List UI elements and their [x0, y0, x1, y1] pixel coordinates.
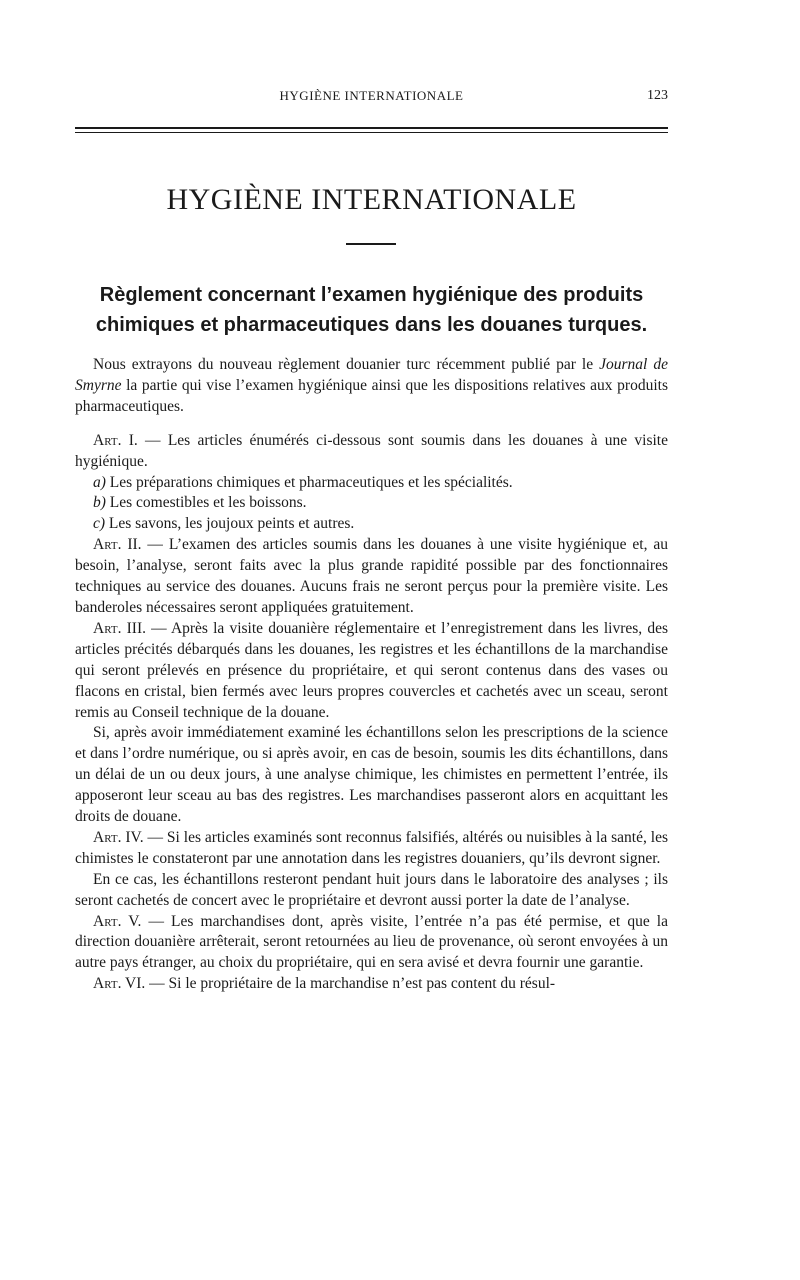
article-subtitle: Règlement concernant l’examen hygiénique des produits chimiques et pharmaceutiques dans les douanes turques.: [95, 284, 648, 336]
article-3-continuation: Si, après avoir immédiatement examiné les échantillons selon les prescriptions de la science et dans l’ordre numérique, ou si après avoir, en cas de besoin, soumis les dits échantillons, dans un délai de un ou deux jours, à une analyse chimique, les chimistes en permettent l’entrée, ils apposeront leur sceau au bas des registres. Les marchandises passeront alors en acquittant les droits de douane.: [75, 724, 668, 826]
article-4-text: — Si les articles examinés sont reconnus falsifiés, altérés ou nuisibles à la santé, les chimistes le constateront par une annotation dans les registres douaniers, qu’ils devront signer.: [75, 828, 668, 867]
article-1-item-a: [75, 473, 668, 494]
item-letter: a): [93, 473, 106, 491]
article-6: [75, 974, 668, 995]
intro-after: la partie qui vise l’examen hygiénique ainsi que les dispositions relatives aux produits pharmaceutiques.: [75, 376, 668, 415]
page-title: HYGIÈNE INTERNATIONALE: [166, 183, 577, 216]
article-1-item-b: [75, 493, 668, 514]
article-2: [75, 535, 668, 619]
item-text: Les préparations chimiques et pharmaceutiques et les spécialités.: [105, 473, 513, 491]
title-divider: [346, 243, 396, 245]
article-1-item-c: [75, 514, 668, 535]
article-6-label: Art. VI.: [93, 975, 146, 993]
page-number: 123: [647, 88, 668, 103]
intro-paragraph: [75, 355, 668, 418]
article-1: [75, 431, 668, 473]
article-5: [75, 912, 668, 975]
article-2-text: — L’examen des articles soumis dans les douanes à une visite hygiénique et, au besoin, l’analyse, seront faits avec la plus grande rapidité possible par des fonctionnaires techniques au service des douanes. Aucuns frais ne seront perçus pour la première visite. Les banderoles nécessaires seront appliquées gratuitement.: [75, 536, 668, 616]
article-4: [75, 828, 668, 870]
article-3: [75, 619, 668, 724]
body-text: [75, 355, 668, 995]
article-3-text: — Après la visite douanière réglementaire et l’enregistrement dans les livres, des articles précités débarqués dans les douanes, les registres et les échantillons de la marchandise qui seront prélevés en présence du propriétaire, et qui seront contenus dans des vases ou flacons en cristal, bien fermés avec leurs propres couvercles et cachetés avec un sceau, seront remis au Conseil technique de la douane.: [75, 619, 668, 721]
item-text: Les comestibles et les boissons.: [105, 494, 307, 512]
article-2-label: Art. II.: [93, 536, 142, 554]
running-head: [75, 88, 668, 106]
article-5-text: — Les marchandises dont, après visite, l’entrée n’a pas été permise, et que la direction douanière arrêterait, seront retournées au lieu de provenance, où seront envoyées à un autre pays étranger, au choix du propriétaire, qui en sera avisé et devra fournir une garantie.: [75, 912, 668, 972]
journal-name: Journal de Smyrne: [75, 356, 668, 394]
article-6-text: — Si le propriétaire de la marchandise n’est pas content du résul-: [145, 975, 556, 993]
article-1-label: Art. I.: [93, 431, 138, 449]
running-title: HYGIÈNE INTERNATIONALE: [279, 88, 464, 103]
article-3-label: Art. III.: [93, 619, 146, 637]
article-5-label: Art. V.: [93, 912, 142, 930]
article-1-text: — Les articles énumérés ci-dessous sont soumis dans les douanes à une visite hygiénique.: [75, 431, 668, 470]
header-rule-thin: [75, 132, 668, 133]
header-rule-thick: [75, 127, 668, 129]
item-letter: c): [93, 515, 106, 533]
item-letter: b): [93, 494, 106, 512]
item-text: Les savons, les joujoux peints et autres.: [105, 515, 355, 533]
article-4-label: Art. IV.: [93, 828, 144, 846]
article-4-continuation: En ce cas, les échantillons resteront pendant huit jours dans le laboratoire des analyses ; ils seront cachetés de concert avec le propriétaire et devront aussi porter la date de l’analyse.: [75, 870, 668, 909]
intro-before: Nous extrayons du nouveau règlement douanier turc récemment publié par le: [93, 356, 600, 373]
